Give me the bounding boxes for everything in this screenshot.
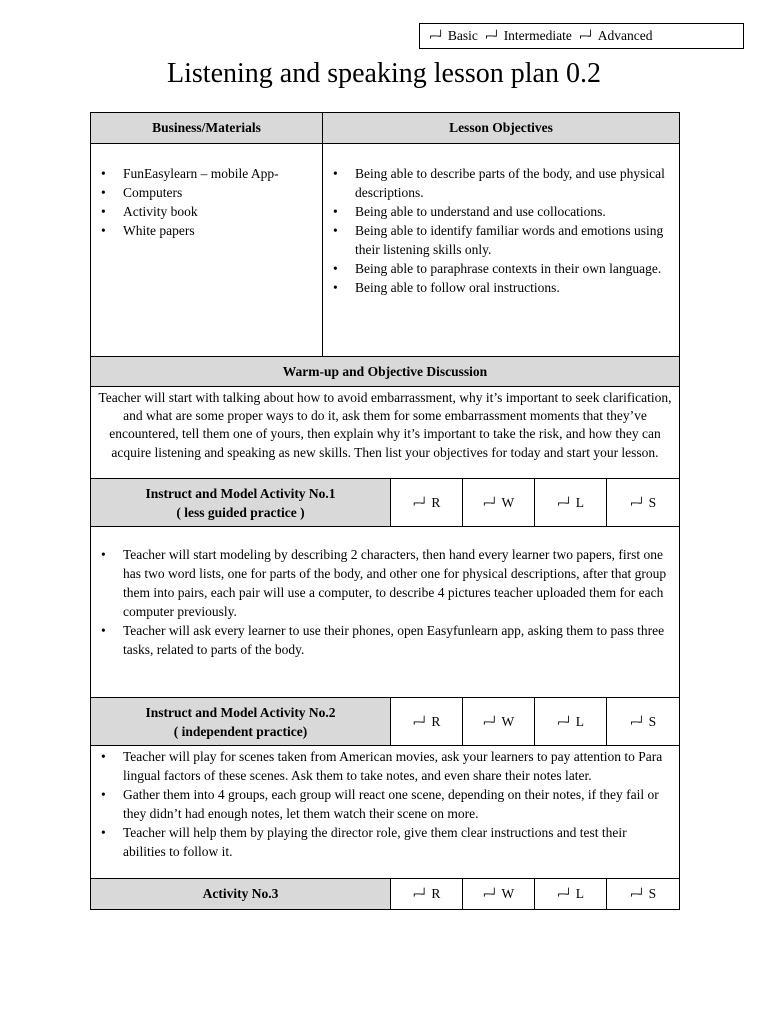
materials-header: Business/Materials — [91, 113, 323, 144]
activity2-body — [91, 746, 680, 879]
activity3-header: Activity No.3 — [91, 879, 391, 910]
checkbox-icon: ⌐┘ — [629, 715, 644, 729]
list-item: • White papers — [123, 221, 322, 240]
list-item: • Teacher will ask every learner to use their phones, open Easyfunlearn app, asking them to pass three tasks, related to parts of the body. — [123, 621, 671, 659]
list-item: • Activity book — [123, 202, 322, 221]
skill-s-checkbox[interactable]: ⌐┘ S — [607, 879, 680, 910]
level-option-advanced[interactable]: ⌐┘ Advanced — [578, 28, 653, 43]
list-item: • Being able to paraphrase contexts in their own language. — [355, 259, 671, 278]
skill-l-checkbox[interactable]: ⌐┘ L — [535, 879, 607, 910]
list-item: • Being able to identify familiar words and emotions using their listening skills only. — [355, 221, 671, 259]
activity2-header: Instruct and Model Activity No.2 ( independent practice) — [91, 698, 391, 746]
level-selector — [419, 23, 744, 49]
page-title: Listening and speaking lesson plan 0.2 — [167, 58, 601, 89]
skill-w-checkbox[interactable]: ⌐┘ W — [463, 879, 535, 910]
lesson-overview-table — [90, 112, 680, 479]
list-item: • Teacher will play for scenes taken from American movies, ask your learners to pay attention to Para lingual factors of these scenes. Ask them to take notes, and even share their notes later. — [123, 747, 671, 785]
materials-list — [91, 164, 322, 240]
list-item: • Teacher will start modeling by describing 2 characters, then hand every learner two papers, first one has two word lists, one for parts of the body, and other one for physical descriptions, after that group them into pairs, each pair will use a computer, to describe 4 pictures teacher uploaded them for each computer previously. — [123, 545, 671, 621]
list-item: • Teacher will help them by playing the director role, give them clear instructions and test their abilities to follow it. — [123, 823, 671, 861]
list-item: • Being able to describe parts of the body, and use physical descriptions. — [355, 164, 671, 202]
list-item: • Being able to understand and use collocations. — [355, 202, 671, 221]
list-item: • Gather them into 4 groups, each group will react one scene, depending on their notes, if they fail or they didn’t had enough notes, let them watch their scene on more. — [123, 785, 671, 823]
materials-cell — [91, 144, 323, 357]
level-option-intermediate[interactable]: ⌐┘ Intermediate — [484, 28, 572, 43]
checkbox-icon: ⌐┘ — [629, 496, 644, 510]
activity1-list — [91, 545, 679, 659]
skill-s-checkbox[interactable]: ⌐┘ S — [607, 479, 680, 527]
checkbox-icon: ⌐┘ — [482, 715, 497, 729]
list-item: • Being able to follow oral instructions. — [355, 278, 671, 297]
activities-table — [90, 478, 680, 910]
activity1-body — [91, 527, 680, 698]
objectives-cell — [323, 144, 680, 357]
checkbox-icon: ⌐┘ — [412, 888, 427, 901]
level-option-basic[interactable]: ⌐┘ Basic — [429, 28, 478, 43]
warmup-text: Teacher will start with talking about how to avoid embarrassment, why it’s important to seek clarification, and what are some proper ways to do it, ask them for some embarrassment moments that they’ve encountered, tell them one of yours, then explain why it’s important to take the risk, and how they can acquire listening and speaking as new skills. Then list your objectives for today and start your lesson. — [91, 387, 680, 479]
activity2-list — [91, 747, 679, 861]
objectives-list — [323, 164, 679, 297]
checkbox-icon: ⌐┘ — [412, 715, 427, 729]
skill-r-checkbox[interactable]: ⌐┘ R — [391, 479, 463, 527]
skill-r-checkbox[interactable]: ⌐┘ R — [391, 879, 463, 910]
checkbox-icon: ⌐┘ — [578, 29, 593, 43]
checkbox-icon: ⌐┘ — [556, 715, 571, 729]
checkbox-icon: ⌐┘ — [429, 29, 443, 43]
checkbox-icon: ⌐┘ — [412, 496, 427, 510]
checkbox-icon: ⌐┘ — [484, 29, 499, 43]
warmup-header: Warm-up and Objective Discussion — [91, 357, 680, 387]
skill-l-checkbox[interactable]: ⌐┘ L — [535, 698, 607, 746]
activity1-header: Instruct and Model Activity No.1 ( less guided practice ) — [91, 479, 391, 527]
skill-w-checkbox[interactable]: ⌐┘ W — [463, 479, 535, 527]
list-item: • Computers — [123, 183, 322, 202]
checkbox-icon: ⌐┘ — [629, 888, 644, 901]
skill-l-checkbox[interactable]: ⌐┘ L — [535, 479, 607, 527]
checkbox-icon: ⌐┘ — [556, 888, 571, 901]
list-item: • FunEasylearn – mobile App- — [123, 164, 322, 183]
objectives-header: Lesson Objectives — [323, 113, 680, 144]
checkbox-icon: ⌐┘ — [482, 496, 497, 510]
checkbox-icon: ⌐┘ — [556, 496, 571, 510]
checkbox-icon: ⌐┘ — [482, 888, 497, 901]
skill-w-checkbox[interactable]: ⌐┘ W — [463, 698, 535, 746]
skill-s-checkbox[interactable]: ⌐┘ S — [607, 698, 680, 746]
skill-r-checkbox[interactable]: ⌐┘ R — [391, 698, 463, 746]
